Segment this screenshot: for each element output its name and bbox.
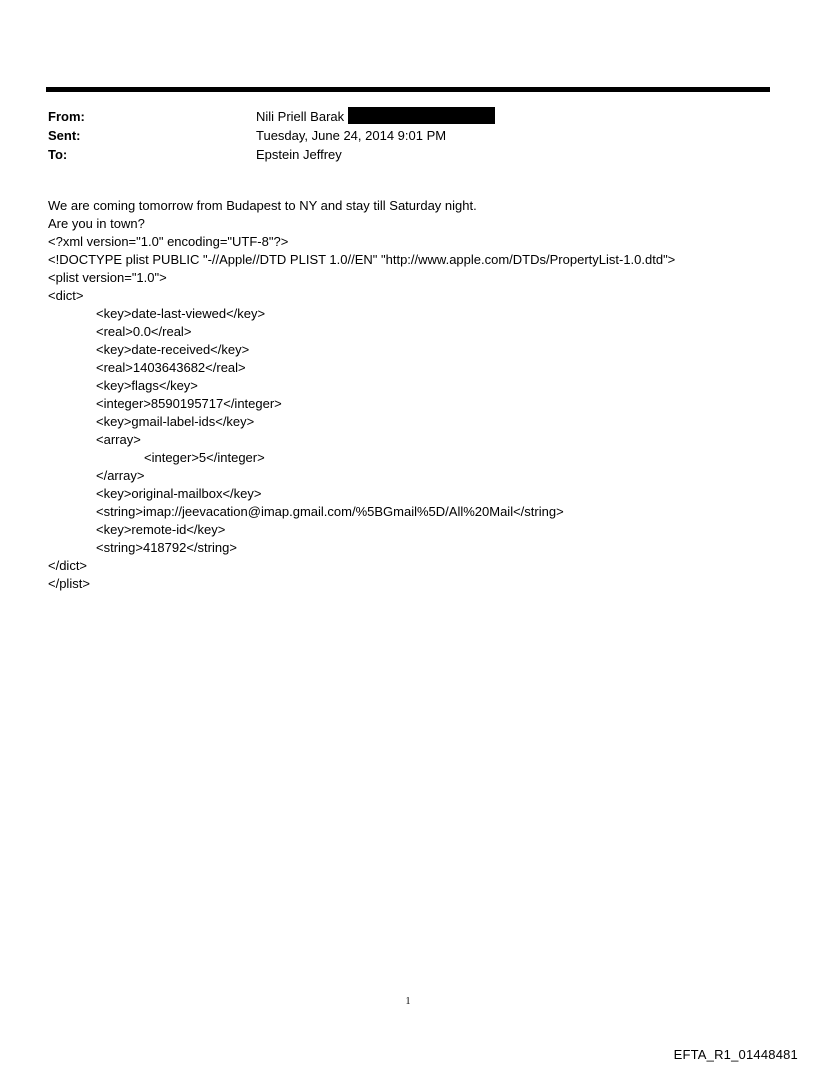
body-line: <array>: [96, 432, 141, 447]
body-line: </dict>: [48, 558, 88, 573]
body-line: <key>flags</key>: [96, 378, 198, 393]
sender-name: Nili Priell Barak: [256, 109, 345, 124]
sent-value: Tuesday, June 24, 2014 9:01 PM: [256, 128, 447, 143]
from-label: From:: [48, 109, 85, 124]
header-divider: [46, 87, 770, 92]
from-value: [256, 107, 495, 126]
body-line: <key>date-last-viewed</key>: [96, 306, 266, 321]
redaction-box: [348, 107, 495, 124]
body-line: <real>1403643682</real>: [96, 360, 246, 375]
body-line: <integer>8590195717</integer>: [96, 396, 282, 411]
body-line: </plist>: [48, 576, 90, 591]
body-line: <key>gmail-label-ids</key>: [96, 414, 255, 429]
body-line: <key>original-mailbox</key>: [96, 486, 262, 501]
body-line: We are coming tomorrow from Budapest to NY and stay till Saturday night.: [48, 198, 477, 213]
body-line: <key>date-received</key>: [96, 342, 250, 357]
body-line: <dict>: [48, 288, 84, 303]
document-id: EFTA_R1_01448481: [673, 1047, 798, 1062]
sent-label: Sent:: [48, 128, 81, 143]
body-line: Are you in town?: [48, 216, 145, 231]
to-value: Epstein Jeffrey: [256, 147, 342, 162]
body-line: <!DOCTYPE plist PUBLIC "-//Apple//DTD PLIST 1.0//EN" "http://www.apple.com/DTDs/PropertyList-1.0.dtd">: [48, 252, 676, 267]
email-body: [48, 197, 788, 593]
body-line: <integer>5</integer>: [144, 450, 265, 465]
body-line: <plist version="1.0">: [48, 270, 167, 285]
email-header: [48, 107, 748, 164]
body-line: <?xml version="1.0" encoding="UTF-8"?>: [48, 234, 289, 249]
to-label: To:: [48, 147, 68, 162]
body-line: <string>imap://jeevacation@imap.gmail.com/%5BGmail%5D/All%20Mail</string>: [96, 504, 564, 519]
sent-row: [48, 126, 748, 145]
body-line: <real>0.0</real>: [96, 324, 192, 339]
body-line: <key>remote-id</key>: [96, 522, 226, 537]
page-number: 1: [405, 996, 411, 1007]
to-row: [48, 145, 748, 164]
body-line: <string>418792</string>: [96, 540, 237, 555]
from-row: [48, 107, 748, 126]
body-line: </array>: [96, 468, 145, 483]
